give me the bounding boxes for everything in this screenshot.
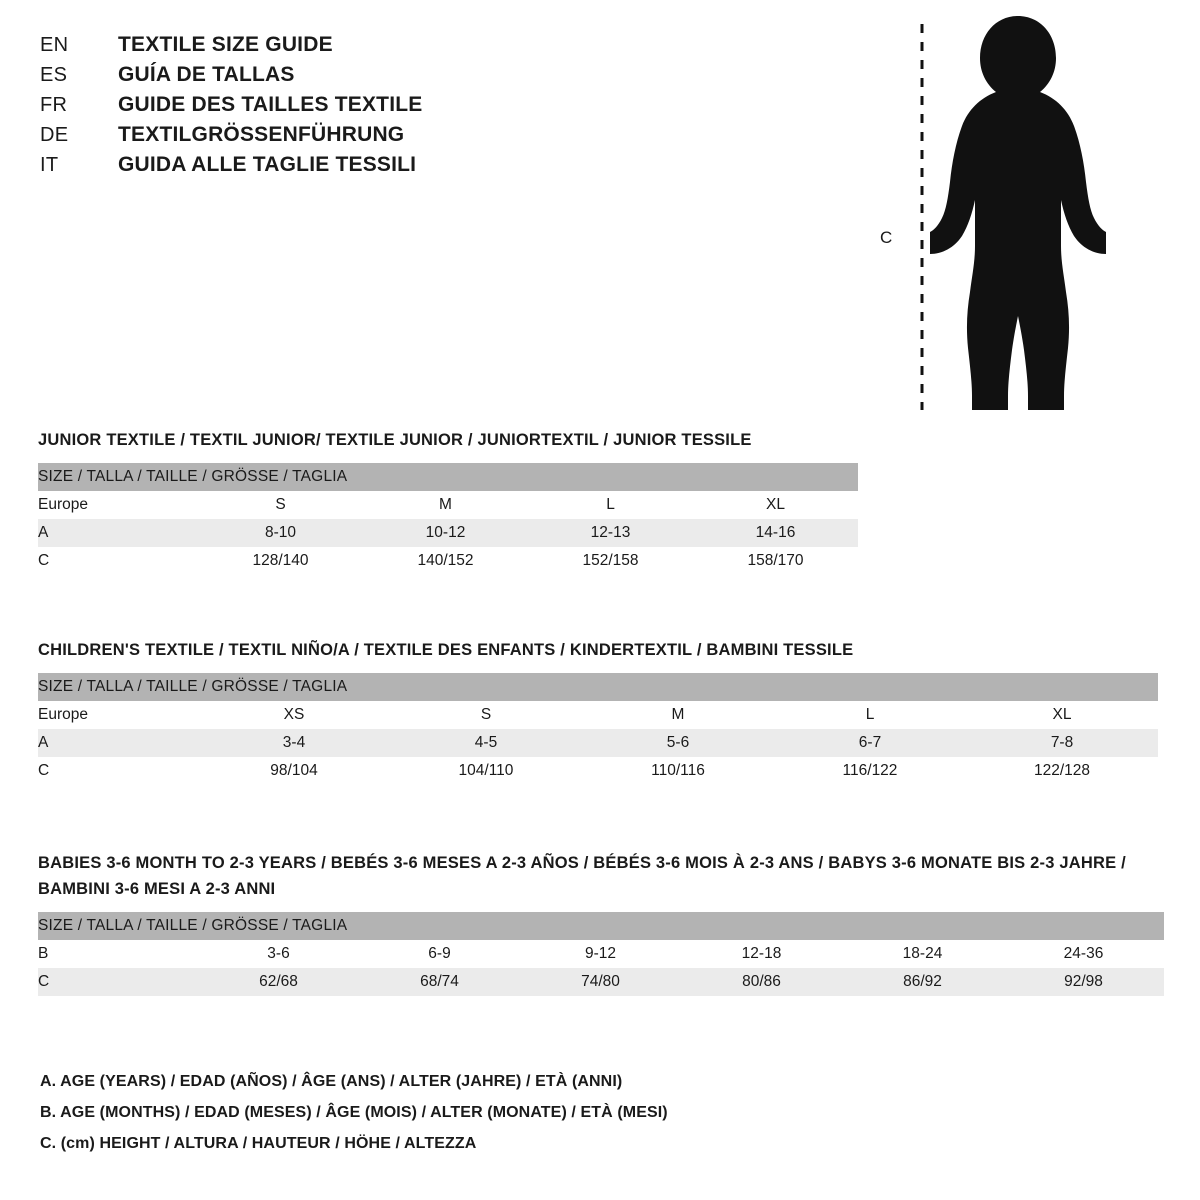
table-header-row: [38, 463, 858, 491]
cell-value: 86/92: [842, 968, 1003, 996]
language-title-de: TEXTILGRÖSSENFÜHRUNG: [118, 123, 405, 146]
table-header-label: SIZE / TALLA / TAILLE / GRÖSSE / TAGLIA: [38, 912, 1164, 940]
cell-value: 110/116: [582, 757, 774, 785]
child-silhouette-figure: [880, 10, 1140, 420]
row-label: A: [38, 519, 198, 547]
table-row: [38, 729, 1158, 757]
cell-value: L: [528, 491, 693, 519]
cell-value: 122/128: [966, 757, 1158, 785]
table-row: [38, 757, 1158, 785]
cell-value: 6-9: [359, 940, 520, 968]
language-row: [40, 120, 600, 150]
cell-value: 9-12: [520, 940, 681, 968]
cell-value: 74/80: [520, 968, 681, 996]
language-code-it: IT: [40, 154, 59, 176]
section-title: CHILDREN'S TEXTILE / TEXTIL NIÑO/A / TEXTILE DES ENFANTS / KINDERTEXTIL / BAMBINI TESSILE: [38, 641, 854, 659]
language-title-fr: GUIDE DES TAILLES TEXTILE: [118, 93, 423, 116]
table-row: [38, 701, 1158, 729]
language-code-fr: FR: [40, 94, 68, 116]
cell-value: 68/74: [359, 968, 520, 996]
section-babies-textile: [38, 850, 1200, 996]
table-row: [38, 491, 858, 519]
cell-value: 152/158: [528, 547, 693, 575]
cell-value: 6-7: [774, 729, 966, 757]
language-row: [40, 150, 600, 180]
table-row: [38, 968, 1164, 996]
table-header-row: [38, 673, 1158, 701]
cell-value: 7-8: [966, 729, 1158, 757]
cell-value: 62/68: [198, 968, 359, 996]
cell-value: M: [582, 701, 774, 729]
language-code-es: ES: [40, 64, 68, 86]
row-label: A: [38, 729, 198, 757]
table-header-label: SIZE / TALLA / TAILLE / GRÖSSE / TAGLIA: [38, 673, 1158, 701]
legend-line-a: A. AGE (YEARS) / EDAD (AÑOS) / ÂGE (ANS) / ALTER (JAHRE) / ETÀ (ANNI): [40, 1073, 623, 1090]
cell-value: 104/110: [390, 757, 582, 785]
language-title-en: TEXTILE SIZE GUIDE: [118, 33, 333, 56]
table-header-row: [38, 912, 1164, 940]
cell-value: 14-16: [693, 519, 858, 547]
row-label: C: [38, 968, 198, 996]
language-row: [40, 90, 600, 120]
cell-value: 98/104: [198, 757, 390, 785]
language-title-es: GUÍA DE TALLAS: [118, 63, 295, 86]
language-row: [40, 30, 600, 60]
cell-value: XL: [966, 701, 1158, 729]
cell-value: 3-4: [198, 729, 390, 757]
row-label: C: [38, 547, 198, 575]
cell-value: 92/98: [1003, 968, 1164, 996]
cell-value: 12-18: [681, 940, 842, 968]
cell-value: 158/170: [693, 547, 858, 575]
row-label: C: [38, 757, 198, 785]
cell-value: M: [363, 491, 528, 519]
cell-value: L: [774, 701, 966, 729]
cell-value: 18-24: [842, 940, 1003, 968]
cell-value: 24-36: [1003, 940, 1164, 968]
row-label: B: [38, 940, 198, 968]
cell-value: 140/152: [363, 547, 528, 575]
language-row: [40, 60, 600, 90]
table-row: [38, 519, 858, 547]
language-code-de: DE: [40, 124, 69, 146]
cell-value: 12-13: [528, 519, 693, 547]
cell-value: XS: [198, 701, 390, 729]
legend-line-b: B. AGE (MONTHS) / EDAD (MESES) / ÂGE (MOIS) / ALTER (MONATE) / ETÀ (MESI): [40, 1104, 668, 1121]
section-title: BABIES 3-6 MONTH TO 2-3 YEARS / BEBÉS 3-6 MESES A 2-3 AÑOS / BÉBÉS 3-6 MOIS À 2-3 ANS / BABYS 3-6 MONATE BIS 2-3 JAHRE / BAMBINI 3-6 MESI A 2-3 ANNI: [38, 854, 1126, 898]
cell-value: 5-6: [582, 729, 774, 757]
cell-value: 80/86: [681, 968, 842, 996]
cell-value: 8-10: [198, 519, 363, 547]
cell-value: 4-5: [390, 729, 582, 757]
cell-value: S: [198, 491, 363, 519]
row-label: Europe: [38, 701, 198, 729]
table-row: [38, 940, 1164, 968]
language-code-en: EN: [40, 34, 69, 56]
language-title-block: [40, 30, 600, 180]
cell-value: XL: [693, 491, 858, 519]
section-title: JUNIOR TEXTILE / TEXTIL JUNIOR/ TEXTILE JUNIOR / JUNIORTEXTIL / JUNIOR TESSILE: [38, 431, 752, 449]
cell-value: 3-6: [198, 940, 359, 968]
cell-value: S: [390, 701, 582, 729]
junior-size-table: [38, 463, 858, 575]
legend-line-c: C. (cm) HEIGHT / ALTURA / HAUTEUR / HÖHE / ALTEZZA: [40, 1135, 477, 1152]
table-header-label: SIZE / TALLA / TAILLE / GRÖSSE / TAGLIA: [38, 463, 858, 491]
section-childrens-textile: [38, 638, 1158, 785]
child-silhouette-icon: [880, 10, 1140, 420]
language-title-it: GUIDA ALLE TAGLIE TESSILI: [118, 153, 417, 176]
row-label: Europe: [38, 491, 198, 519]
section-junior-textile: [38, 428, 858, 575]
babies-size-table: [38, 912, 1164, 996]
cell-value: 10-12: [363, 519, 528, 547]
table-row: [38, 547, 858, 575]
cell-value: 116/122: [774, 757, 966, 785]
silhouette-shape: [930, 16, 1106, 410]
children-size-table: [38, 673, 1158, 785]
cell-value: 128/140: [198, 547, 363, 575]
height-measure-label: C: [880, 228, 893, 247]
legend-block: [40, 1066, 1040, 1159]
